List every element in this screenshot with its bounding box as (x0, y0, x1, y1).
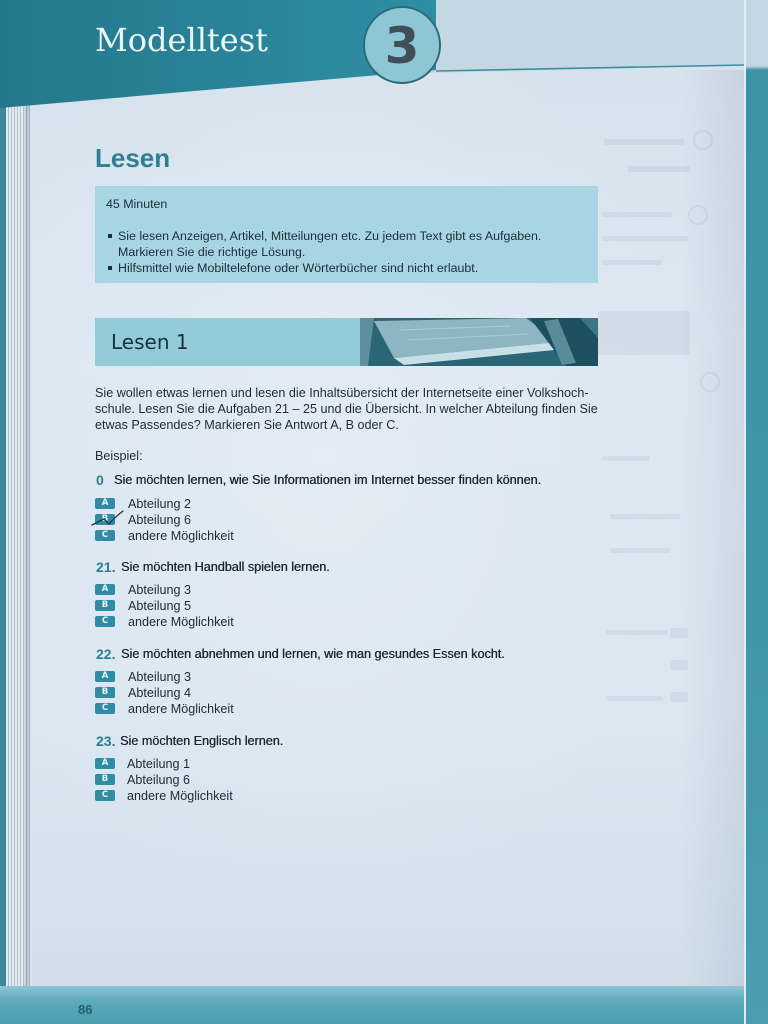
show-through-box (670, 660, 688, 670)
show-through-mark (700, 372, 720, 392)
option-text: andere Möglichkeit (128, 615, 234, 629)
option-text: Abteilung 5 (128, 599, 192, 613)
option-c (95, 788, 395, 804)
option-letter-badge: B (95, 774, 115, 785)
option-text: andere Möglichkeit (128, 529, 234, 543)
question-text: Sie möchten Handball spielen lernen. (121, 560, 330, 574)
option-b (95, 598, 395, 614)
option-text: Abteilung 3 (128, 583, 192, 597)
option-a (95, 669, 395, 685)
option-text: Abteilung 2 (128, 497, 192, 511)
square-bullet-icon (108, 266, 112, 270)
question-number: 0 (96, 472, 104, 488)
instruction-line-1: Sie wollen etwas lernen und lesen die Inhaltsübersicht der Internetseite einer Volkshoch- (95, 386, 589, 400)
show-through-box (670, 628, 688, 638)
question-number: 23. (96, 733, 116, 749)
instruction-line-2: schule. Lesen Sie die Aufgaben 21 – 25 und die Übersicht. In welcher Abteilung finden Sie (95, 402, 598, 416)
option-letter-badge: C (95, 530, 115, 541)
option-b (95, 772, 395, 788)
show-through-line (606, 630, 668, 635)
example-label: Beispiel: (95, 449, 143, 463)
page-header-title: Modelltest (95, 21, 268, 59)
option-letter-badge: C (95, 790, 115, 801)
option-b (95, 512, 395, 528)
option-letter-badge: A (95, 671, 115, 682)
info-bullet-1-line-2: Markieren Sie die richtige Lösung. (118, 245, 306, 259)
section-title: Lesen (95, 143, 171, 173)
info-bullet-2: Hilfsmittel wie Mobiltelefone oder Wörterbücher sind nicht erlaubt. (118, 261, 479, 275)
option-a (95, 756, 395, 772)
test-number: 3 (384, 17, 420, 75)
show-through-line (602, 236, 688, 241)
option-c (95, 614, 395, 630)
option-b (95, 685, 395, 701)
banner-book-photo (360, 318, 598, 366)
show-through-line (602, 212, 672, 217)
option-text: Abteilung 1 (127, 757, 191, 771)
show-through-mark (693, 130, 713, 150)
part-banner (95, 318, 598, 366)
option-letter-badge: B (95, 687, 115, 698)
option-c (95, 528, 395, 544)
duration-text: 45 Minuten (106, 197, 168, 211)
square-bullet-icon (108, 234, 112, 238)
option-letter-badge: C (95, 616, 115, 627)
show-through-line (606, 696, 662, 701)
option-letter-badge: A (95, 584, 115, 595)
show-through-line (604, 139, 684, 145)
book-cover-edge (744, 0, 768, 1024)
option-letter-badge: B (95, 600, 115, 611)
option-letter-badge: A (95, 498, 115, 509)
option-text: andere Möglichkeit (127, 789, 233, 803)
show-through-block (598, 311, 690, 355)
question-number: 22. (96, 646, 116, 662)
option-letter-badge: C (95, 703, 115, 714)
show-through-box (670, 692, 688, 702)
show-through-line (610, 548, 670, 553)
option-letter-badge: A (95, 758, 115, 769)
info-bullet-1-line-1: Sie lesen Anzeigen, Artikel, Mitteilungen etc. Zu jedem Text gibt es Aufgaben. (118, 229, 542, 243)
info-box (95, 186, 598, 283)
page-number: 86 (78, 1002, 93, 1017)
question-text: Sie möchten Englisch lernen. (120, 734, 284, 748)
show-through-mark (688, 205, 708, 225)
option-text: andere Möglichkeit (128, 702, 234, 716)
option-a (95, 582, 395, 598)
option-text: Abteilung 3 (128, 670, 192, 684)
option-text: Abteilung 6 (127, 773, 191, 787)
instruction-line-3: etwas Passendes? Markieren Sie Antwort A, B oder C. (95, 418, 399, 432)
option-a (95, 496, 395, 512)
show-through-line (602, 260, 662, 265)
option-text: Abteilung 4 (128, 686, 192, 700)
footer-band (0, 986, 744, 1024)
show-through-line (610, 514, 680, 519)
option-letter-badge: B (95, 514, 115, 525)
question-number: 21. (96, 559, 116, 575)
option-c (95, 701, 395, 717)
stacked-page-edges (0, 0, 32, 1024)
show-through-line (628, 166, 690, 172)
part-title: Lesen 1 (111, 330, 189, 354)
show-through-line (602, 456, 650, 461)
option-text: Abteilung 6 (128, 513, 192, 527)
question-text: Sie möchten lernen, wie Sie Informationen im Internet besser finden können. (114, 473, 542, 487)
question-text: Sie möchten abnehmen und lernen, wie man gesundes Essen kocht. (121, 647, 505, 661)
